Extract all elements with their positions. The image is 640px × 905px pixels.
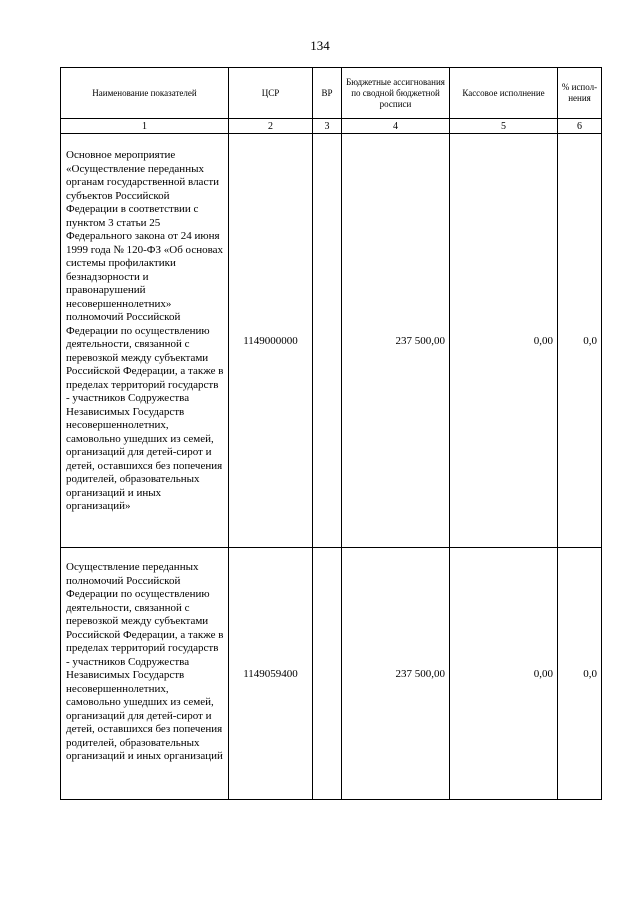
row-csr: 1149059400 bbox=[229, 548, 313, 800]
header-indicator-name: Наименование показателей bbox=[61, 68, 229, 119]
row-cash: 0,00 bbox=[450, 548, 558, 800]
column-number: 4 bbox=[342, 119, 450, 134]
column-number: 1 bbox=[61, 119, 229, 134]
header-budget-allocations: Бюджетные ассигнования по сводной бюджетной росписи bbox=[342, 68, 450, 119]
column-number: 3 bbox=[313, 119, 342, 134]
row-vr bbox=[313, 548, 342, 800]
header-csr: ЦСР bbox=[229, 68, 313, 119]
table-row bbox=[61, 548, 602, 800]
table-header-row bbox=[61, 68, 602, 119]
header-vr: ВР bbox=[313, 68, 342, 119]
header-execution-percent: % испол-нения bbox=[558, 68, 602, 119]
column-numbers-row bbox=[61, 119, 602, 134]
budget-execution-table bbox=[60, 67, 602, 800]
row-vr bbox=[313, 134, 342, 548]
row-percent: 0,0 bbox=[558, 134, 602, 548]
row-percent: 0,0 bbox=[558, 548, 602, 800]
table-row bbox=[61, 134, 602, 548]
row-name-cell bbox=[61, 548, 229, 800]
row-name-cell bbox=[61, 134, 229, 548]
row-cash: 0,00 bbox=[450, 134, 558, 548]
header-cash-execution: Кассовое исполнение bbox=[450, 68, 558, 119]
row-budget: 237 500,00 bbox=[342, 134, 450, 548]
row-name: Осуществление переданных полномочий Российской Федерации по осуществлению деятельности, связанной с перевозкой между субъектами Российской Федерации, а также в пределах территорий государств - участников Содружества Независимых Государств несовершеннолетних, самовольно ушедших из семей, организаций для детей-сирот и детей, оставшихся без попечения родителей, образовательных организаций и иных организаций bbox=[66, 561, 224, 762]
row-budget: 237 500,00 bbox=[342, 548, 450, 800]
column-number: 5 bbox=[450, 119, 558, 134]
column-number: 2 bbox=[229, 119, 313, 134]
row-csr: 1149000000 bbox=[229, 134, 313, 548]
row-name: Основное мероприятие «Осуществление переданных органам государственной власти субъектов Российской Федерации в соответствии с пунктом 3 статьи 25 Федерального закона от 24 июня 1999 года № 120-ФЗ «Об основах системы профилактики безнадзорности и правонарушений несовершеннолетних» полномочий Российской Федерации по осуществлению деятельности, связанной с перевозкой между субъектами Российской Федерации, а также в пределах территорий государств - участников Содружества Независимых Государств несовершеннолетних, самовольно ушедших из семей, организаций для детей-сирот и детей, оставшихся без попечения родителей, образовательных организаций и иных организаций» bbox=[66, 149, 224, 512]
page-number: 134 bbox=[310, 38, 330, 53]
column-number: 6 bbox=[558, 119, 602, 134]
